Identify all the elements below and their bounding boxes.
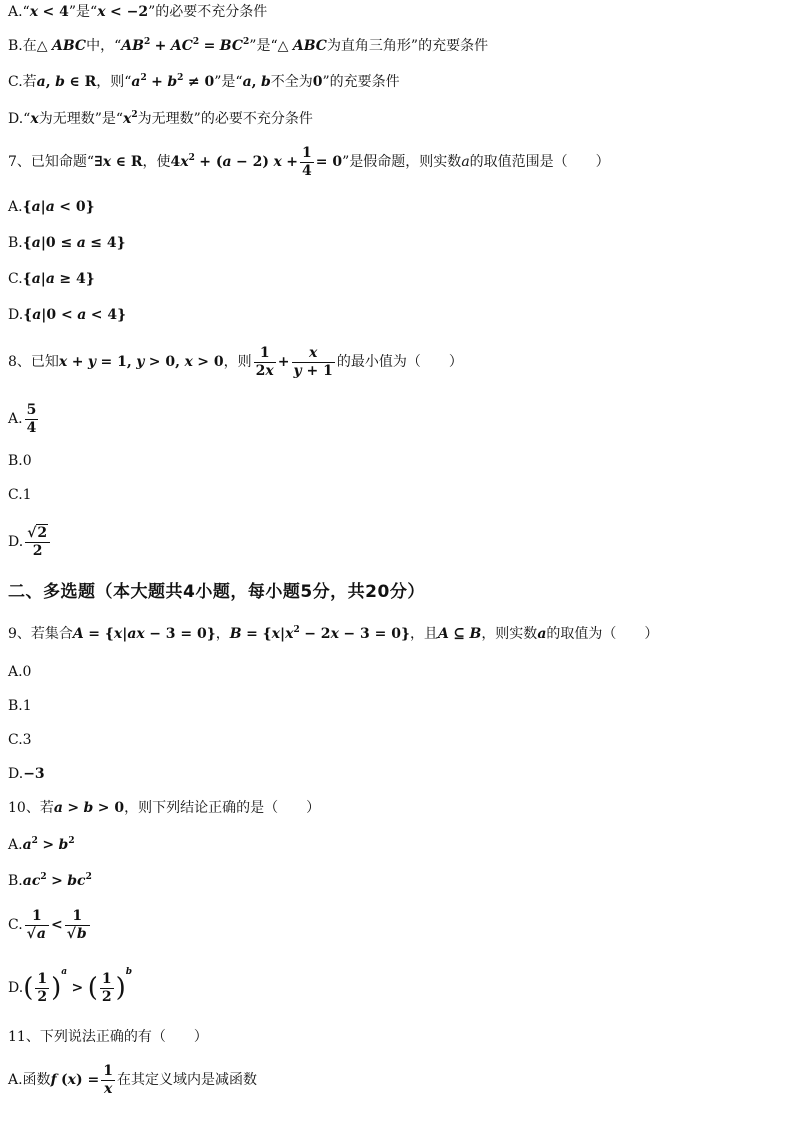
q9-stem: 9、若集合A = {x|ax − 3 = 0}，$B = \{x|x^2 - 2x - 3 = 0\}$，且A ⊆ B，则实数a的取值为（ ）: [8, 625, 659, 642]
q7-option-d: D.{a|0 < a < 4}: [8, 307, 127, 323]
q7-option-a: A.{a|a < 0}: [8, 199, 95, 215]
q11-stem: 11、下列说法正确的有（ ）: [8, 1029, 208, 1045]
q7-option-b: B.{a|0 ≤ a ≤ 4}: [8, 235, 126, 251]
q6-option-d: D.“x为无理数”是“$x^2$为无理数”的必要不充分条件: [8, 110, 313, 127]
q10-stem: 10、若a > b > 0，则下列结论正确的是（ ）: [8, 800, 321, 816]
q11-option-a: A.函数f (x) = $\frac{1}{x}$ 在其定义域内是减函数: [8, 1062, 258, 1097]
q10-option-b: $B.ac^2 > bc^2$: [8, 872, 92, 889]
q6-option-b: B.在△ ABC中，“$AB^2 + AC^2 = BC^2$”是“△ ABC为直角三角形”的充要条件: [8, 37, 489, 54]
q8-option-b: B.0: [8, 453, 32, 469]
q7-option-c: C.{a|a ≥ 4}: [8, 271, 95, 287]
q8-stem: 8、已知x + y = 1, y > 0, x > 0，则 $\frac{1}{2x}$ + $\frac{x}{y + 1}$ 的最小值为（ ）: [8, 344, 463, 379]
section-2-heading: 二、多选题（本大题共4小题，每小题5分，共20分）: [8, 582, 425, 602]
q9-option-b: B.1: [8, 698, 32, 714]
q9-option-d: D.−3: [8, 766, 45, 782]
q9-option-a: A.0: [8, 664, 32, 680]
q10-option-c: C. $\frac{1}{√a}$ < $\frac{1}{√b}$: [8, 905, 92, 945]
q10-option-a: $A.a^2 > b^2$: [8, 836, 75, 853]
q7-stem: 7、已知命题“∃x ∈ R，使$4x^2 + (a - 2) x$ + $\frac{1}{4}$ = 0”是假命题，则实数a的取值范围是（ ）: [8, 144, 610, 179]
q9-option-c: C.3: [8, 732, 32, 748]
q8-option-a: A. $\frac{5}{4}$: [8, 401, 37, 436]
q6-option-a: A.“x < 4”是“x < −2”的必要不充分条件: [8, 4, 268, 20]
q8-option-c: C.1: [8, 487, 32, 503]
q8-option-d: D. $\frac{√2}{2}$: [8, 522, 52, 562]
q6-option-c: C.若a, b ∈ R，则“$a^2 + b^2 \ne 0$”是“a, b不全为0”的充要条件: [8, 73, 400, 90]
q10-option-d: D.( $\frac{1}{2}$ )$^a$ > ( $\frac{1}{2}$ )$^b$: [8, 967, 133, 1005]
